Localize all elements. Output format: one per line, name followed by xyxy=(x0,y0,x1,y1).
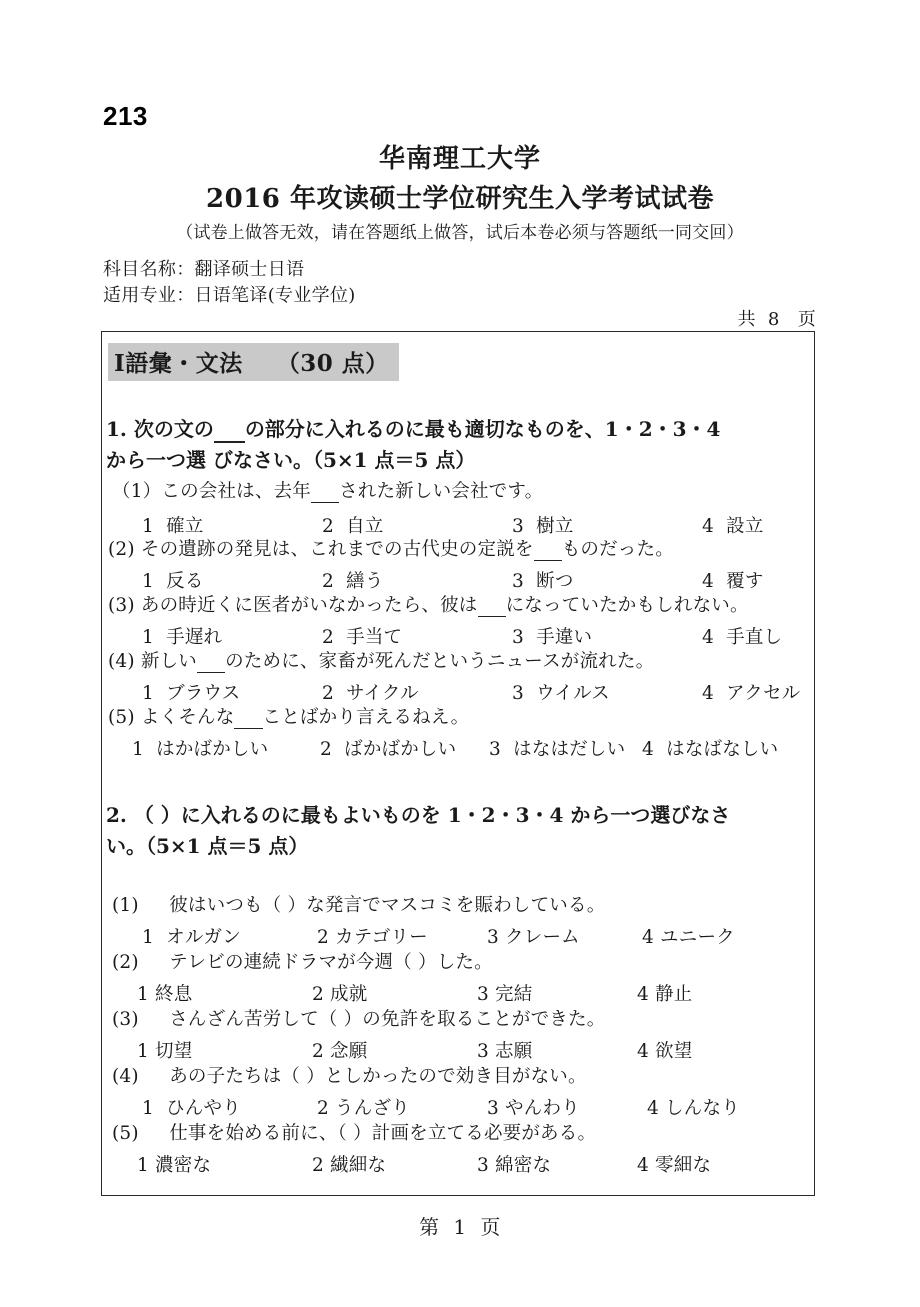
total-pages-label: 共 8 页 xyxy=(737,309,816,330)
q1-item3-stem-pre: あの時近くに医者がいなかったら、彼は xyxy=(140,595,478,616)
q1-item5-number: (5) xyxy=(108,707,135,728)
q1-item4-option-3[interactable]: 3 ウイルス xyxy=(512,683,610,704)
q2-item3-number: (3) xyxy=(112,1009,139,1030)
q2-item3-stem xyxy=(112,1008,605,1032)
question-content-box xyxy=(101,331,815,1196)
q1-item1-option-2[interactable]: 2 自立 xyxy=(322,516,384,537)
q1-item2-stem-pre: その遺跡の発見は、これまでの古代史の定説を xyxy=(140,539,534,560)
q2-item5-stem-text: 仕事を始める前に、（ ）計画を立てる必要がある。 xyxy=(169,1123,597,1144)
q1-item5-stem-pre: よくそんな xyxy=(140,707,235,728)
q2-item1-option-2[interactable]: 2 カテゴリー xyxy=(317,927,428,948)
q1-item3-option-3[interactable]: 3 手違い xyxy=(512,627,593,648)
q1-item2-stem xyxy=(108,538,674,562)
q2-item5-option-3[interactable]: 3 綿密な xyxy=(477,1155,552,1176)
q1-item3-number: (3) xyxy=(108,595,135,616)
q2-item4-option-1[interactable]: 1 ひんやり xyxy=(142,1098,241,1119)
q1-item4-option-1[interactable]: 1 ブラウス xyxy=(142,683,241,704)
q2-item1-option-4[interactable]: 4 ユニーク xyxy=(642,927,735,948)
q2-item3-stem-text: さんざん苦労して（ ）の免許を取ることができた。 xyxy=(169,1009,606,1030)
q2-item4-option-4[interactable]: 4 しんなり xyxy=(647,1098,740,1119)
q1-item3-stem-post: になっていたかもしれない。 xyxy=(505,595,749,616)
q1-item2-option-3[interactable]: 3 断つ xyxy=(512,571,574,592)
q2-item2-number: (2) xyxy=(112,952,139,973)
q1-item4-number: (4) xyxy=(108,651,135,672)
question-2-heading-line1-text: 2. （ ）に入れるのに最もよいものを 1・2・3・4 から一つ選びなさ xyxy=(106,803,731,827)
q1-item1-option-4[interactable]: 4 設立 xyxy=(702,516,764,537)
q1-item2-option-4[interactable]: 4 覆す xyxy=(702,571,764,592)
q2-item1-number: (1) xyxy=(112,895,139,916)
q1-item3-option-4[interactable]: 4 手直し xyxy=(702,627,783,648)
q2-item5-option-4[interactable]: 4 零細な xyxy=(637,1155,712,1176)
question-2-heading-line2-text: い。（5×1 点＝5 点） xyxy=(106,834,309,858)
q2-item4-stem-text: あの子たちは（ ）としかったので効き目がない。 xyxy=(169,1066,587,1087)
q1-item1-number: （1） xyxy=(112,481,162,502)
q1-item5-option-4[interactable]: 4 はなばなしい xyxy=(642,739,779,760)
q2-item2-option-4[interactable]: 4 静止 xyxy=(637,984,693,1005)
question-1-heading-line2-text: から一つ選 びなさい。（5×1 点＝5 点） xyxy=(106,448,476,472)
q1-item5-blank xyxy=(234,707,262,729)
q1-item3-blank xyxy=(478,595,506,617)
q1-item4-stem xyxy=(108,650,654,674)
q1-item4-option-2[interactable]: 2 サイクル xyxy=(322,683,419,704)
section-title: Ⅰ語彙・文法 （30 点） xyxy=(108,343,399,381)
major-line: 适用专业：日语笔译(专业学位) xyxy=(103,285,356,306)
q2-item5-stem xyxy=(112,1122,596,1146)
q1-item5-option-3[interactable]: 3 はなはだしい xyxy=(489,739,626,760)
q1-item3-stem xyxy=(108,594,749,618)
question-1-heading xyxy=(106,414,812,445)
q1-item4-blank xyxy=(197,651,225,673)
question-1-heading-part2: の部分に入れるのに最も適切なものを、1・2・3・4 xyxy=(244,417,721,441)
q2-item2-stem xyxy=(112,951,493,975)
q1-item1-stem-pre: この会社は、去年 xyxy=(161,481,311,502)
exam-code-number: 213 xyxy=(103,101,148,131)
q1-item1-blank xyxy=(311,481,339,503)
q2-item1-stem-text: 彼はいつも（ ）な発言でマスコミを賑わしている。 xyxy=(169,895,606,916)
q1-item4-stem-post: のために、家畜が死んだというニュースが流れた。 xyxy=(225,651,655,672)
q2-item4-option-2[interactable]: 2 うんざり xyxy=(317,1098,410,1119)
q2-item5-option-1[interactable]: 1 濃密な xyxy=(137,1155,212,1176)
q1-item5-option-1[interactable]: 1 はかばかしい xyxy=(132,739,269,760)
q1-item3-option-1[interactable]: 1 手遅れ xyxy=(142,627,223,648)
question-2-heading-line1 xyxy=(106,800,812,831)
question-1-heading-blank xyxy=(214,417,245,443)
q2-item3-option-1[interactable]: 1 切望 xyxy=(137,1041,193,1062)
exam-title: 2016 年攻读硕士学位研究生入学考试试卷 xyxy=(206,184,714,214)
q1-item1-option-3[interactable]: 3 樹立 xyxy=(512,516,574,537)
q1-item2-option-1[interactable]: 1 反る xyxy=(142,571,204,592)
exam-notice: （试卷上做答无效，请在答题纸上做答，试后本卷必须与答题纸一同交回） xyxy=(176,223,744,243)
q1-item1-option-1[interactable]: 1 確立 xyxy=(142,516,204,537)
q2-item5-number: (5) xyxy=(112,1123,139,1144)
q2-item5-option-2[interactable]: 2 繊細な xyxy=(312,1155,387,1176)
q1-item4-stem-pre: 新しい xyxy=(140,651,198,672)
page-number-footer: 第 1 页 xyxy=(419,1215,501,1239)
q1-item1-stem-post: された新しい会社です。 xyxy=(339,481,544,502)
q2-item4-option-3[interactable]: 3 やんわり xyxy=(487,1098,580,1119)
q2-item2-option-2[interactable]: 2 成就 xyxy=(312,984,368,1005)
q2-item3-option-3[interactable]: 3 志願 xyxy=(477,1041,533,1062)
q2-item2-stem-text: テレビの連続ドラマが今週（ ）した。 xyxy=(169,952,493,973)
q2-item4-stem xyxy=(112,1065,587,1089)
q1-item5-stem-post: ことばかり言えるねえ。 xyxy=(262,707,470,728)
q1-item4-option-4[interactable]: 4 アクセル xyxy=(702,683,801,704)
q2-item1-option-1[interactable]: 1 オルガン xyxy=(142,927,241,948)
q2-item1-stem xyxy=(112,894,605,918)
q2-item1-option-3[interactable]: 3 クレーム xyxy=(487,927,580,948)
q1-item5-option-2[interactable]: 2 ばかばかしい xyxy=(320,739,457,760)
question-2-heading-line2 xyxy=(106,831,812,862)
university-name: 华南理工大学 xyxy=(378,144,541,174)
q1-item5-stem xyxy=(108,706,469,730)
q2-item3-option-2[interactable]: 2 念願 xyxy=(312,1041,368,1062)
question-1-heading-part1: 1. 次の文の xyxy=(106,417,214,441)
question-1-heading-line2 xyxy=(106,445,812,476)
q1-item2-option-2[interactable]: 2 繕う xyxy=(322,571,384,592)
q1-item2-stem-post: ものだった。 xyxy=(561,539,674,560)
subject-name-line: 科目名称：翻译硕士日语 xyxy=(103,259,305,280)
q2-item2-option-3[interactable]: 3 完結 xyxy=(477,984,533,1005)
q1-item2-blank xyxy=(534,539,562,561)
q1-item2-number: (2) xyxy=(108,539,135,560)
q2-item3-option-4[interactable]: 4 欲望 xyxy=(637,1041,693,1062)
q2-item2-option-1[interactable]: 1 終息 xyxy=(137,984,193,1005)
q2-item4-number: (4) xyxy=(112,1066,139,1087)
q1-item3-option-2[interactable]: 2 手当て xyxy=(322,627,403,648)
q1-item1-stem xyxy=(112,480,543,504)
